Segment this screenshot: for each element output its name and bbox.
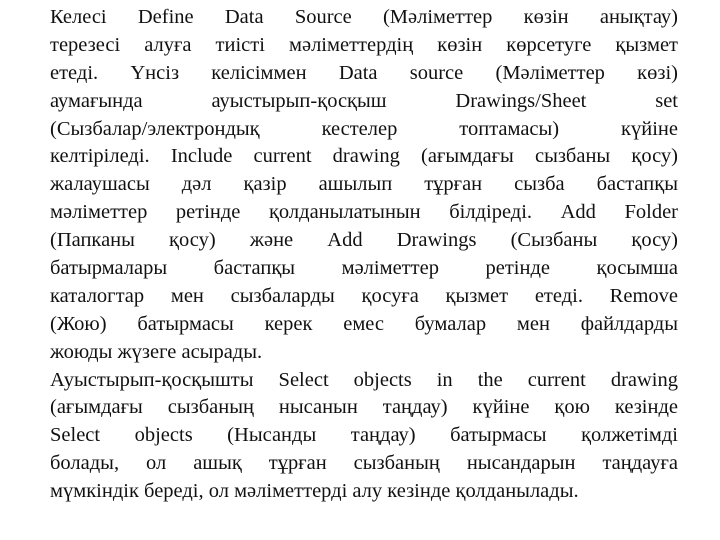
text-line: (ағымдағы сызбаның нысанын таңдау) күйіне қою кезінде (50, 396, 678, 419)
text-line: аумағында ауыстырып-қосқыш Drawings/Sheet set (50, 89, 678, 112)
text-line: келтіріледі. Include current drawing (ағымдағы сызбаны қосу) (50, 145, 678, 168)
text-line: Ауыстырып-қосқышты Select objects in the current drawing (50, 368, 678, 391)
text-line: (Жою) батырмасы керек емес бумалар мен файлдарды (50, 312, 678, 335)
text-line: етеді. Үнсіз келісіммен Data source (Мәліметтер көзі) (50, 61, 678, 84)
text-line: (Папканы қосу) және Add Drawings (Сызбаны қосу) (50, 229, 678, 252)
text-line: каталогтар мен сызбаларды қосуға қызмет етеді. Remove (50, 284, 678, 307)
text-line: (Сызбалар/электрондық кестелер топтамасы) күйіне (50, 117, 678, 140)
paragraph-end-line: мүмкіндік береді, ол мәліметтерді алу кезінде қолданылады. (50, 480, 579, 503)
text-line: батырмалары бастапқы мәліметтер ретінде қосымша (50, 257, 678, 280)
body-text (50, 4, 678, 506)
text-line: Select objects (Нысанды таңдау) батырмасы қолжетімді (50, 424, 678, 447)
text-line: мәліметтер ретінде қолданылатынын білдіреді. Add Folder (50, 201, 678, 224)
text-line: Келесі Define Data Source (Мәліметтер көзін анықтау) (50, 6, 678, 28)
text-line: болады, ол ашық тұрған сызбаның нысандарын таңдауға (50, 452, 678, 475)
paragraph-end-line: жоюды жүзеге асырады. (50, 340, 263, 363)
text-line: жалаушасы дәл қазір ашылып тұрған сызба бастапқы (50, 173, 678, 196)
text-line: терезесі алуға тиісті мәліметтердің көзін көрсетуге қызмет (50, 33, 678, 56)
